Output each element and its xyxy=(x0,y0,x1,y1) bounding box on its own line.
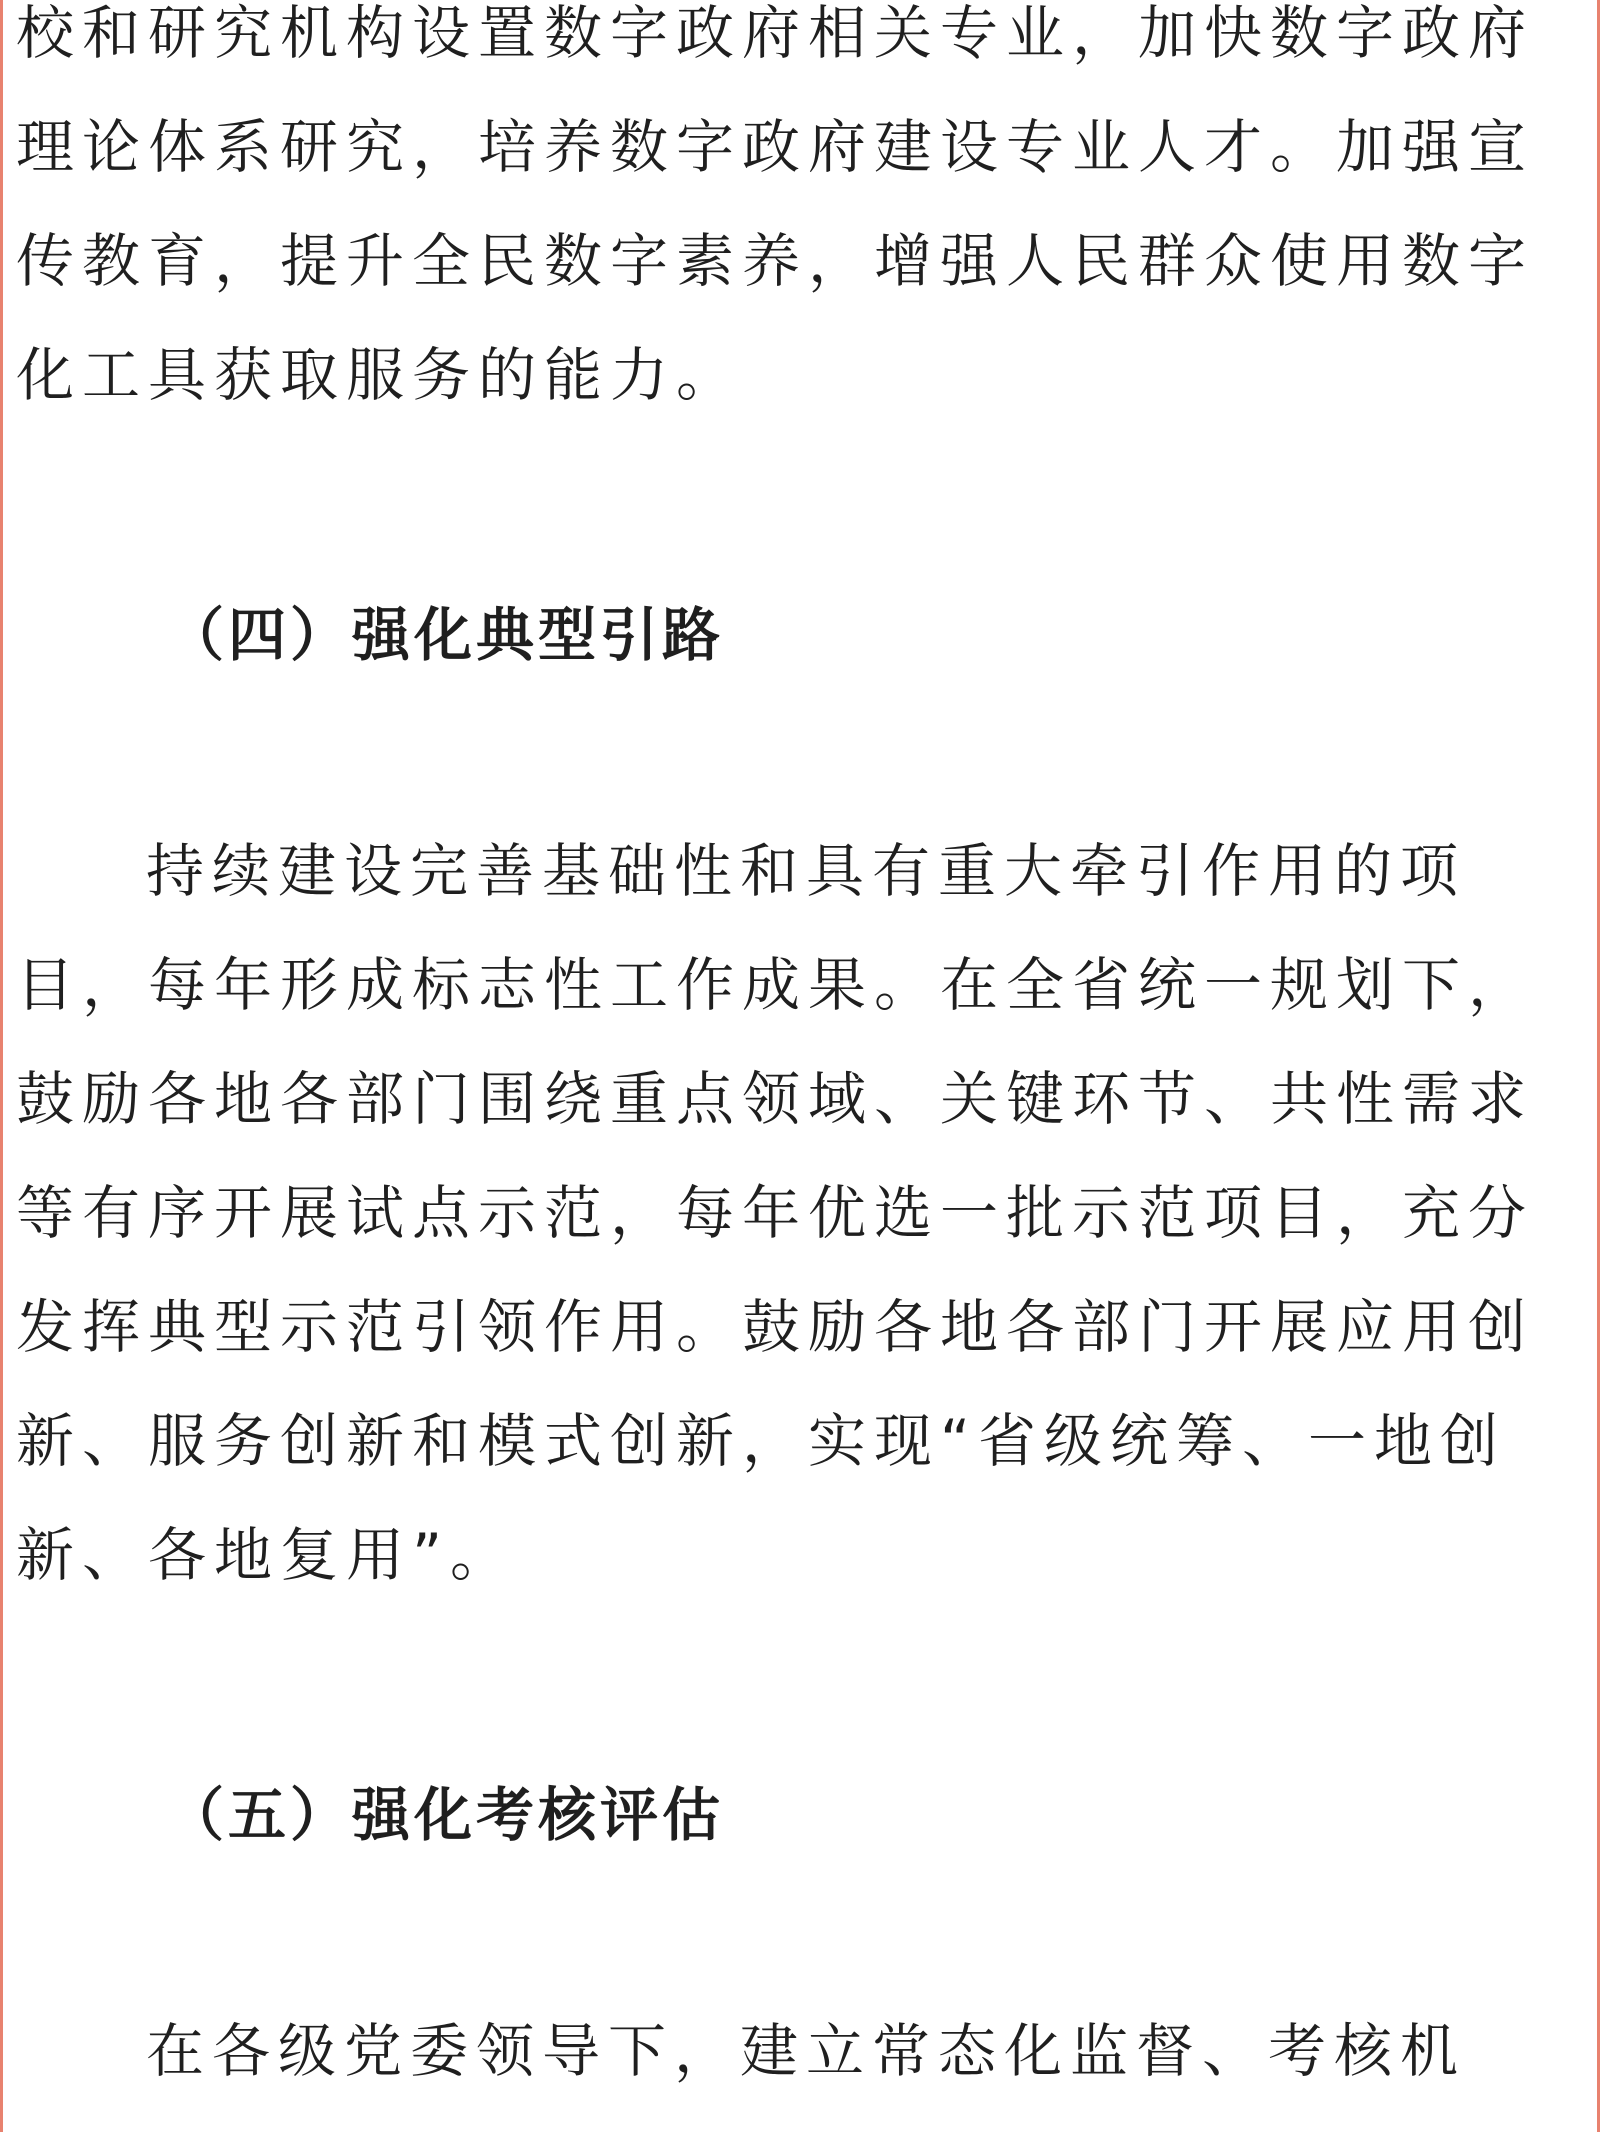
paragraph-line: 理论体系研究，培养数字政府建设专业人才。加强宣 xyxy=(16,113,1535,181)
paragraph-line: 在各级党委领导下，建立常态化监督、考核机 xyxy=(146,2017,1467,2085)
paragraph-line: 目，每年形成标志性工作成果。在全省统一规划下， xyxy=(16,951,1535,1019)
paragraph-line: 发挥典型示范引领作用。鼓励各地各部门开展应用创 xyxy=(16,1293,1535,1361)
paragraph-line: 新、服务创新和模式创新，实现“省级统筹、一地创 xyxy=(16,1407,1507,1475)
paragraph-line: 校和研究机构设置数字政府相关专业，加快数字政府 xyxy=(16,0,1535,67)
paragraph-line: 传教育，提升全民数字素养，增强人民群众使用数字 xyxy=(16,227,1535,295)
paragraph-line: 鼓励各地各部门围绕重点领域、关键环节、共性需求 xyxy=(16,1065,1535,1133)
paragraph-line: 新、各地复用”。 xyxy=(16,1521,517,1589)
paragraph-line: 持续建设完善基础性和具有重大牵引作用的项 xyxy=(146,837,1467,905)
left-border xyxy=(0,0,3,2132)
section-heading: （四）强化典型引路 xyxy=(166,601,725,669)
section-heading: （五）强化考核评估 xyxy=(166,1781,725,1849)
paragraph-line: 化工具获取服务的能力。 xyxy=(16,341,743,409)
paragraph-line: 等有序开展试点示范，每年优选一批示范项目，充分 xyxy=(16,1179,1535,1247)
